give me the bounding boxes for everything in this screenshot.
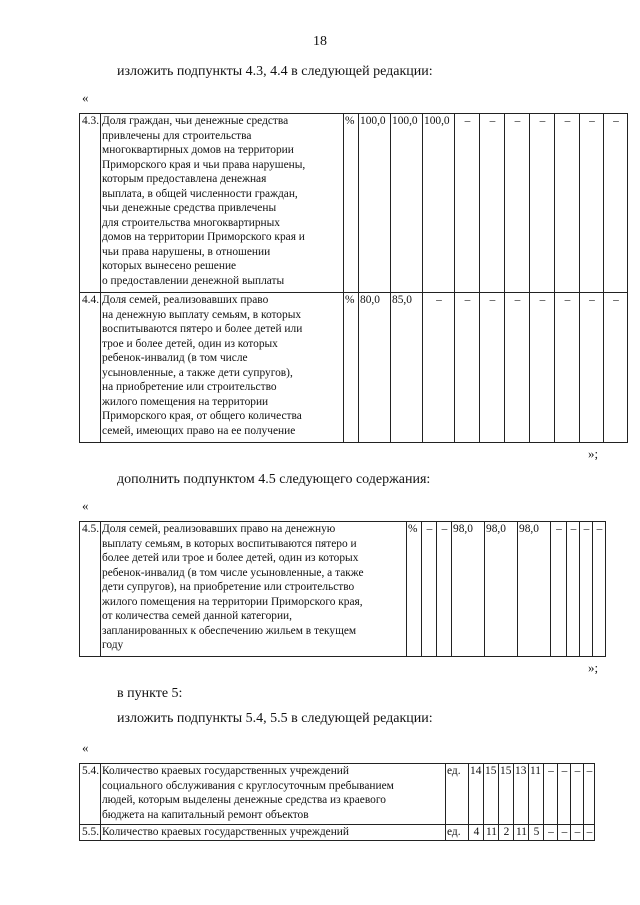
value-cell: 98,0 bbox=[485, 522, 518, 657]
value-cell: 4 bbox=[469, 825, 484, 841]
value-cell: 15 bbox=[499, 764, 514, 825]
row-number: 5.4. bbox=[80, 764, 101, 825]
value-cell: – bbox=[571, 764, 584, 825]
value-cell: 100,0 bbox=[359, 114, 391, 293]
value-cell: 11 bbox=[529, 764, 544, 825]
opening-quote: « bbox=[82, 498, 89, 513]
value-cell: – bbox=[555, 114, 580, 293]
value-cell: 98,0 bbox=[452, 522, 485, 657]
value-cell: – bbox=[584, 764, 595, 825]
table-row bbox=[80, 825, 606, 841]
row-unit: ед. bbox=[446, 764, 469, 825]
value-cell: – bbox=[580, 522, 593, 657]
value-cell: 14 bbox=[469, 764, 484, 825]
value-cell: – bbox=[571, 825, 584, 841]
value-cell: 100,0 bbox=[423, 114, 455, 293]
table-row bbox=[80, 114, 628, 293]
instruction-amend-4-3-4-4: изложить подпункты 4.3, 4.4 в следующей редакции: bbox=[117, 64, 433, 79]
row-description: Количество краевых государственных учреждений социального обслуживания с круглосуточным пребыванием людей, которым выделены денежные средства из краевого бюджета на капитальный ремонт объектов bbox=[101, 764, 446, 825]
value-cell: 98,0 bbox=[518, 522, 551, 657]
value-cell: – bbox=[480, 114, 505, 293]
row-number: 4.5. bbox=[80, 522, 101, 657]
instruction-amend-5-4-5-5: изложить подпункты 5.4, 5.5 в следующей редакции: bbox=[117, 711, 433, 726]
closing-quote: »; bbox=[588, 446, 599, 461]
value-cell: – bbox=[505, 293, 530, 443]
row-number: 5.5. bbox=[80, 825, 101, 841]
instruction-add-4-5: дополнить подпунктом 4.5 следующего содержания: bbox=[117, 472, 431, 487]
value-cell: – bbox=[455, 293, 480, 443]
row-description: Доля семей, реализовавших право на денежную выплату семьям, в которых воспитываются пятеро и более детей или трое и более детей, один из которых ребенок-инвалид (в том числе усыновленные, а также дети супругов), на приобретение или строительство жилого помещения на территории Приморского края, от количества семей данной категории, запланированных к обеспечению жильем в текущем году bbox=[101, 522, 407, 657]
value-cell: 5 bbox=[529, 825, 544, 841]
row-unit: % bbox=[407, 522, 422, 657]
row-unit: % bbox=[344, 293, 359, 443]
value-cell: – bbox=[505, 114, 530, 293]
value-cell: – bbox=[480, 293, 505, 443]
table-subitems-4-3-4-4 bbox=[79, 113, 628, 443]
value-cell: – bbox=[558, 764, 571, 825]
value-cell: 2 bbox=[499, 825, 514, 841]
value-cell: – bbox=[530, 293, 555, 443]
row-description: Доля семей, реализовавших право на денежную выплату семьям, в которых воспитываются пятеро и более детей или трое и более детей, один из которых ребенок-инвалид (в том числе усыновленные, а также дети супругов), на приобретение или строительство жилого помещения на территории Приморского края, от общего количества семей, имеющих право на ее получение bbox=[101, 293, 344, 443]
value-cell: – bbox=[423, 293, 455, 443]
value-cell: – bbox=[604, 114, 628, 293]
value-cell: – bbox=[567, 522, 580, 657]
value-cell: – bbox=[455, 114, 480, 293]
opening-quote: « bbox=[82, 740, 89, 755]
row-number: 4.3. bbox=[80, 114, 101, 293]
row-unit: % bbox=[344, 114, 359, 293]
value-cell: – bbox=[558, 825, 571, 841]
row-description: Количество краевых государственных учреждений bbox=[101, 825, 446, 841]
value-cell: 80,0 bbox=[359, 293, 391, 443]
value-cell: – bbox=[555, 293, 580, 443]
value-cell: 15 bbox=[484, 764, 499, 825]
value-cell: 11 bbox=[484, 825, 499, 841]
value-cell: – bbox=[530, 114, 555, 293]
table-subitem-4-5 bbox=[79, 521, 606, 657]
table-subitems-5-4-5-5 bbox=[79, 763, 606, 841]
page-number: 18 bbox=[313, 34, 327, 49]
value-cell: – bbox=[437, 522, 452, 657]
table-row bbox=[80, 764, 606, 825]
value-cell: 13 bbox=[514, 764, 529, 825]
value-cell: – bbox=[580, 114, 604, 293]
value-cell: – bbox=[593, 522, 606, 657]
row-number: 4.4. bbox=[80, 293, 101, 443]
value-cell: 11 bbox=[514, 825, 529, 841]
instruction-point-5: в пункте 5: bbox=[117, 686, 183, 701]
table-row bbox=[80, 293, 628, 443]
value-cell: – bbox=[604, 293, 628, 443]
value-cell: – bbox=[551, 522, 567, 657]
table-row bbox=[80, 522, 606, 657]
value-cell: – bbox=[584, 825, 595, 841]
opening-quote: « bbox=[82, 90, 89, 105]
value-cell: – bbox=[422, 522, 437, 657]
closing-quote: »; bbox=[588, 660, 599, 675]
value-cell: – bbox=[544, 825, 558, 841]
value-cell: – bbox=[580, 293, 604, 443]
value-cell: – bbox=[544, 764, 558, 825]
value-cell: 100,0 bbox=[391, 114, 423, 293]
row-unit: ед. bbox=[446, 825, 469, 841]
row-description: Доля граждан, чьи денежные средства привлечены для строительства многоквартирных домов на территории Приморского края и чьи права нарушены, которым предоставлена денежная выплата, в общей численности граждан, чьи денежные средства привлечены для строительства многоквартирных домов на территории Приморского края и чьи права нарушены, в отношении которых вынесено решение о предоставлении денежной выплаты bbox=[101, 114, 344, 293]
value-cell: 85,0 bbox=[391, 293, 423, 443]
